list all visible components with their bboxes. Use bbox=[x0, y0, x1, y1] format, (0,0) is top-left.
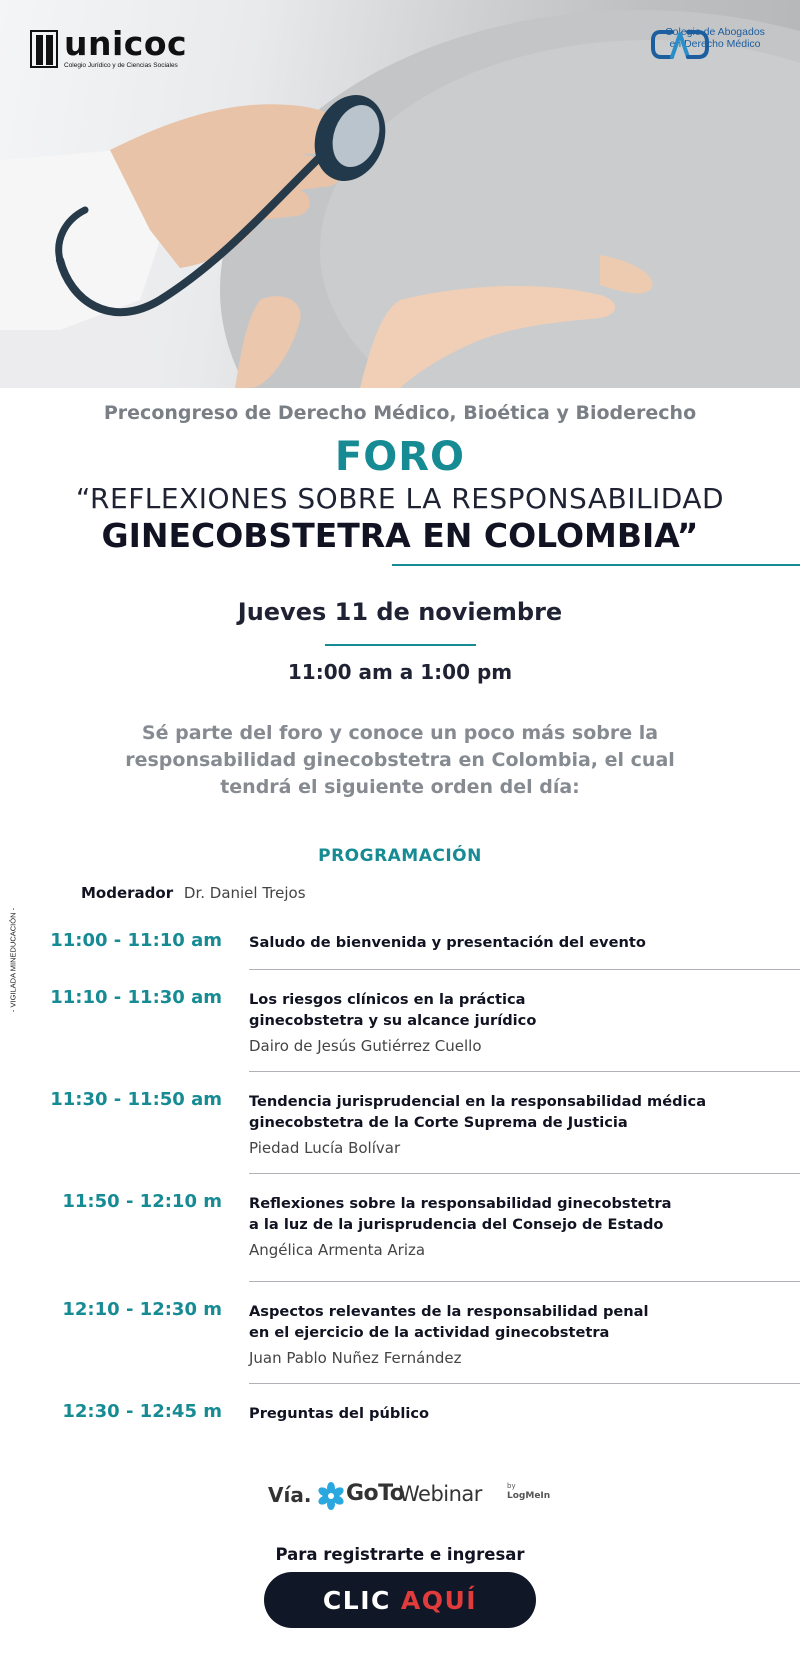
platform-webinar: Webinar bbox=[399, 1482, 482, 1506]
register-button-label-part1: CLIC bbox=[322, 1585, 391, 1615]
platform-line bbox=[268, 1479, 558, 1515]
intro-line: responsabilidad ginecobstetra en Colombia, el cual bbox=[125, 749, 675, 771]
event-type: FORO bbox=[334, 434, 466, 480]
program-item-title: Saludo de bienvenida y presentación del evento bbox=[249, 934, 646, 951]
moderator-label: Moderador bbox=[81, 884, 174, 902]
register-button[interactable] bbox=[264, 1572, 536, 1628]
moderator bbox=[81, 884, 306, 902]
unicoc-logo-subtitle: Colegio Jurídico y de Ciencias Sociales bbox=[64, 62, 178, 69]
program-item-title: Preguntas del público bbox=[249, 1405, 429, 1422]
program-item-title: Tendencia jurisprudencial en la responsabilidad médica ginecobstetra de la Corte Suprema de Justicia bbox=[249, 1093, 707, 1131]
program-item-title: Los riesgos clínicos en la práctica ginecobstetra y su alcance jurídico bbox=[249, 991, 537, 1029]
platform-logmein: LogMeIn bbox=[507, 1491, 551, 1501]
vigilada-mineducacion-label: - VIGILADA MINEDUCACIÓN - bbox=[8, 907, 18, 1013]
date-divider bbox=[325, 644, 476, 646]
program-item-time: 12:30 - 12:45 m bbox=[62, 1401, 222, 1422]
platform-by: by bbox=[507, 1482, 516, 1490]
event-title-line2: GINECOBSTETRA EN COLOMBIA” bbox=[101, 516, 699, 555]
intro-line: tendrá el siguiente orden del día: bbox=[220, 776, 580, 798]
program-item-time: 11:30 - 11:50 am bbox=[50, 1089, 222, 1110]
program-item-time: 12:10 - 12:30 m bbox=[62, 1299, 222, 1320]
unicoc-logo bbox=[30, 24, 188, 72]
precongreso-subtitle: Precongreso de Derecho Médico, Bioética y Bioderecho bbox=[103, 402, 697, 424]
colegio-abogados-logo bbox=[650, 26, 780, 96]
colegio-abogados-line1: Colegio de Abogados bbox=[665, 26, 765, 38]
title-divider bbox=[392, 564, 800, 566]
event-intro bbox=[0, 720, 800, 801]
program-item-time: 11:50 - 12:10 m bbox=[62, 1191, 222, 1212]
via-label: Vía. bbox=[268, 1483, 312, 1507]
program-item-speaker: Piedad Lucía Bolívar bbox=[249, 1139, 401, 1157]
program-divider bbox=[249, 969, 800, 970]
event-title-line1: “REFLEXIONES SOBRE LA RESPONSABILIDAD bbox=[75, 482, 725, 515]
unicoc-logo-wordmark: unicoc bbox=[64, 24, 188, 63]
program-divider bbox=[249, 1173, 800, 1174]
program-divider bbox=[249, 1071, 800, 1072]
gotowebinar-flower-icon bbox=[318, 1481, 344, 1511]
program-heading: PROGRAMACIÓN bbox=[318, 846, 482, 866]
program-item-speaker: Angélica Armenta Ariza bbox=[249, 1241, 426, 1259]
program-divider bbox=[249, 1383, 800, 1384]
intro-line: Sé parte del foro y conoce un poco más sobre la bbox=[141, 722, 659, 744]
program-item-time: 11:10 - 11:30 am bbox=[50, 987, 222, 1008]
hero-image bbox=[0, 0, 800, 388]
event-date: Jueves 11 de noviembre bbox=[237, 598, 563, 626]
program-item-time: 11:00 - 11:10 am bbox=[50, 930, 222, 951]
event-time: 11:00 am a 1:00 pm bbox=[287, 660, 513, 684]
platform-goto: GoTo bbox=[346, 1481, 405, 1506]
colegio-abogados-line2: en Derecho Médico bbox=[669, 38, 761, 50]
program-item-title: Aspectos relevantes de la responsabilidad penal en el ejercicio de la actividad ginecobstetra bbox=[249, 1303, 649, 1341]
colegio-abogados-logo-icon bbox=[650, 26, 710, 62]
moderator-name: Dr. Daniel Trejos bbox=[183, 884, 306, 902]
unicoc-logo-mark bbox=[30, 30, 58, 68]
program-divider bbox=[249, 1281, 800, 1282]
register-button-label-part2: AQUÍ bbox=[400, 1585, 478, 1615]
register-text: Para registrarte e ingresar bbox=[275, 1545, 525, 1564]
program-item-speaker: Dairo de Jesús Gutiérrez Cuello bbox=[249, 1037, 482, 1055]
program-item-speaker: Juan Pablo Nuñez Fernández bbox=[249, 1349, 462, 1367]
program-item-title: Reflexiones sobre la responsabilidad ginecobstetra a la luz de la jurisprudencia del Consejo de Estado bbox=[249, 1195, 672, 1233]
